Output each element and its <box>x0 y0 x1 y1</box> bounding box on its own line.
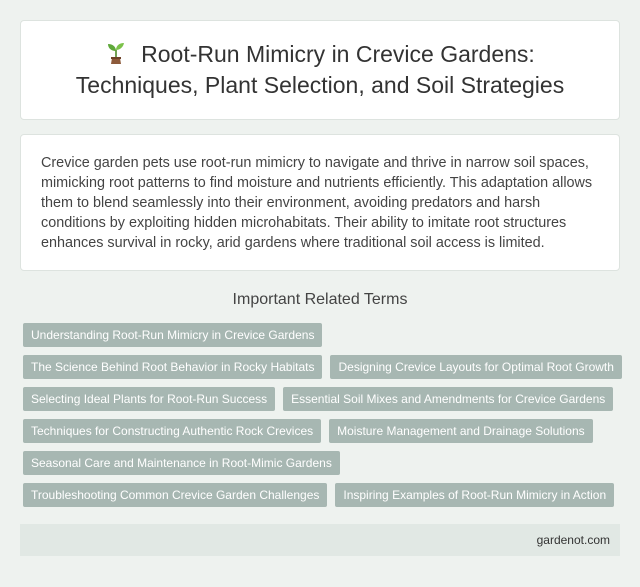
related-term[interactable]: Designing Crevice Layouts for Optimal Root Growth <box>330 355 621 379</box>
sprout-icon <box>105 41 127 65</box>
related-terms-list <box>23 323 623 507</box>
related-term[interactable]: Moisture Management and Drainage Solutions <box>329 419 592 443</box>
related-term[interactable]: Selecting Ideal Plants for Root-Run Success <box>23 387 275 411</box>
description-text: Crevice garden pets use root-run mimicry to navigate and thrive in narrow soil spaces, mimicking root patterns to find moisture and nutrients efficiently. This adaptation allows them to blend seamlessly into their environment, avoiding predators and harsh conditions by exploiting hidden microhabitats. Their ability to imitate root structures enhances survival in rocky, arid gardens where traditional soil access is limited. <box>41 155 593 251</box>
related-term[interactable]: Troubleshooting Common Crevice Garden Challenges <box>23 483 327 507</box>
related-term[interactable]: The Science Behind Root Behavior in Rocky Habitats <box>23 355 322 379</box>
related-term[interactable]: Essential Soil Mixes and Amendments for Crevice Gardens <box>283 387 613 411</box>
title-card <box>20 20 620 120</box>
page-title-text: Root-Run Mimicry in Crevice Gardens: Techniques, Plant Selection, and Soil Strategies <box>75 41 565 98</box>
related-term[interactable]: Understanding Root-Run Mimicry in Crevice Gardens <box>23 323 322 347</box>
footer <box>20 524 620 556</box>
footer-site-link[interactable]: gardenot.com <box>536 533 610 547</box>
related-term[interactable]: Inspiring Examples of Root-Run Mimicry in Action <box>335 483 614 507</box>
related-terms-heading: Important Related Terms <box>232 291 408 308</box>
related-term[interactable]: Seasonal Care and Maintenance in Root-Mimic Gardens <box>23 451 340 475</box>
page-title <box>21 39 619 101</box>
related-term[interactable]: Techniques for Constructing Authentic Rock Crevices <box>23 419 321 443</box>
description-card <box>20 134 620 271</box>
